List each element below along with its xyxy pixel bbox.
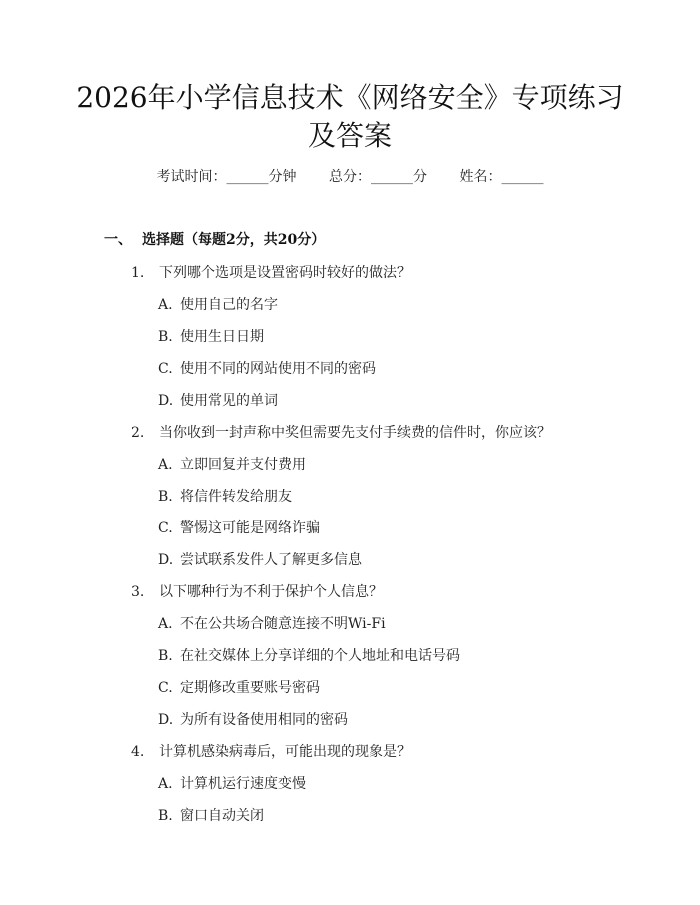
option-label: B.	[158, 489, 173, 505]
option-text: 使用自己的名字	[180, 297, 278, 313]
section-number: 一、	[104, 232, 132, 248]
option-label: D.	[158, 552, 174, 568]
question-2-option-d	[158, 549, 362, 569]
question-2-option-c	[158, 517, 320, 537]
option-text: 定期修改重要账号密码	[180, 680, 320, 696]
question-text: 计算机感染病毒后，可能出现的现象是？	[159, 744, 411, 760]
option-text: 警惕这可能是网络诈骗	[180, 520, 320, 536]
question-number: 4.	[131, 744, 145, 760]
question-2	[131, 422, 551, 442]
question-2-option-a	[158, 454, 306, 474]
option-label: D.	[158, 712, 174, 728]
question-number: 3.	[131, 584, 145, 600]
question-text: 下列哪个选项是设置密码时较好的做法？	[159, 265, 411, 281]
option-label: B.	[158, 329, 173, 345]
question-text: 以下哪种行为不利于保护个人信息？	[159, 584, 383, 600]
option-text: 窗口自动关闭	[180, 808, 264, 824]
question-4-option-a	[158, 773, 306, 793]
name-field: 姓名：______	[459, 169, 544, 185]
option-text: 为所有设备使用相同的密码	[180, 712, 348, 728]
option-label: C.	[158, 680, 173, 696]
question-number: 2.	[131, 425, 145, 441]
option-label: A.	[158, 776, 173, 792]
question-3-option-d	[158, 709, 348, 729]
exam-time-field: 考试时间：______分钟	[156, 169, 297, 185]
option-label: A.	[158, 457, 173, 473]
option-text: 不在公共场合随意连接不明Wi-Fi	[180, 616, 386, 632]
question-number: 1.	[131, 265, 145, 281]
option-label: A.	[158, 297, 173, 313]
question-text: 当你收到一封声称中奖但需要先支付手续费的信件时，你应该？	[159, 425, 551, 441]
question-1-option-a	[158, 294, 278, 314]
total-score-field: 总分：______分	[329, 169, 427, 185]
question-3-option-a	[158, 613, 386, 633]
option-text: 使用生日日期	[180, 329, 264, 345]
exam-meta	[0, 166, 700, 186]
page-title-line-1: 2026年小学信息技术《网络安全》专项练习	[76, 81, 624, 114]
option-text: 在社交媒体上分享详细的个人地址和电话号码	[180, 648, 460, 664]
option-text: 立即回复并支付费用	[180, 457, 306, 473]
question-3-option-c	[158, 677, 320, 697]
question-1	[131, 262, 411, 282]
option-label: B.	[158, 648, 173, 664]
question-4	[131, 741, 411, 761]
option-label: D.	[158, 393, 174, 409]
section-heading	[104, 229, 325, 249]
option-text: 使用不同的网站使用不同的密码	[180, 361, 376, 377]
question-1-option-d	[158, 390, 278, 410]
option-text: 尝试联系发件人了解更多信息	[180, 552, 362, 568]
option-label: C.	[158, 520, 173, 536]
question-3-option-b	[158, 645, 460, 665]
option-text: 将信件转发给朋友	[180, 489, 292, 505]
option-text: 使用常见的单词	[180, 393, 278, 409]
option-text: 计算机运行速度变慢	[180, 776, 306, 792]
question-1-option-c	[158, 358, 376, 378]
question-4-option-b	[158, 805, 264, 825]
question-1-option-b	[158, 326, 264, 346]
question-3	[131, 581, 383, 601]
page-title-line-2: 及答案	[307, 119, 392, 152]
question-2-option-b	[158, 486, 292, 506]
option-label: A.	[158, 616, 173, 632]
section-title: 选择题（每题2分，共20分）	[142, 232, 326, 248]
option-label: B.	[158, 808, 173, 824]
option-label: C.	[158, 361, 173, 377]
